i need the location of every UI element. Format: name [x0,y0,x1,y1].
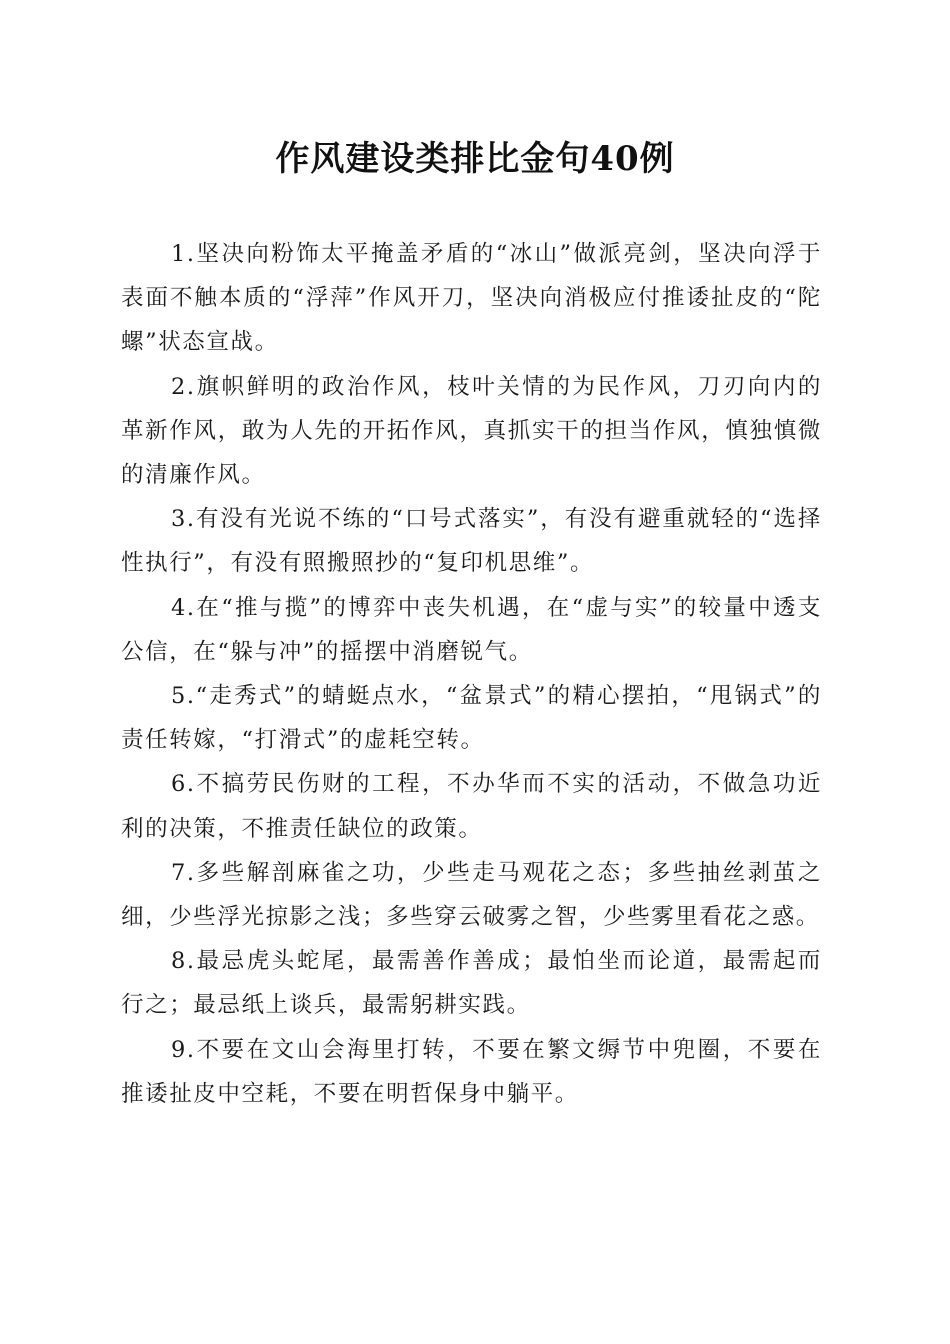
paragraph-7: 7.多些解剖麻雀之功，少些走马观花之态；多些抽丝剥茧之细，少些浮光掠影之浅；多些穿云破雾之智，少些雾里看花之惑。 [121,859,822,931]
document-title: 作风建设类排比金句40例 [275,139,675,179]
paragraph-2: 2.旗帜鲜明的政治作风，枝叶关情的为民作风，刀刃向内的革新作风，敢为人先的开拓作风，真抓实干的担当作风，慎独慎微的清廉作风。 [121,373,822,489]
paragraph-8: 8.最忌虎头蛇尾，最需善作善成；最怕坐而论道，最需起而行之；最忌纸上谈兵，最需躬耕实践。 [121,948,822,1019]
paragraph-3: 3.有没有光说不练的“口号式落实”，有没有避重就轻的“选择性执行”，有没有照搬照抄的“复印机思维”。 [121,506,822,577]
paragraph-5: 5.“走秀式”的蜻蜓点水，“盆景式”的精心摆拍，“甩锅式”的责任转嫁，“打滑式”的虚耗空转。 [121,683,822,754]
paragraph-4: 4.在“推与揽”的博弈中丧失机遇，在“虚与实”的较量中透支公信，在“躲与冲”的摇摆中消磨锐气。 [121,594,822,665]
document-body [121,232,822,1116]
paragraph-1: 1.坚决向粉饰太平掩盖矛盾的“冰山”做派亮剑，坚决向浮于表面不触本质的“浮萍”作风开刀，坚决向消极应付推诿扯皮的“陀螺”状态宣战。 [121,241,822,356]
paragraph-6: 6.不搞劳民伤财的工程，不办华而不实的活动，不做急功近利的决策，不推责任缺位的政策。 [121,771,822,842]
paragraph-9: 9.不要在文山会海里打转，不要在繁文缛节中兜圈，不要在推诿扯皮中空耗，不要在明哲保身中躺平。 [121,1036,822,1107]
